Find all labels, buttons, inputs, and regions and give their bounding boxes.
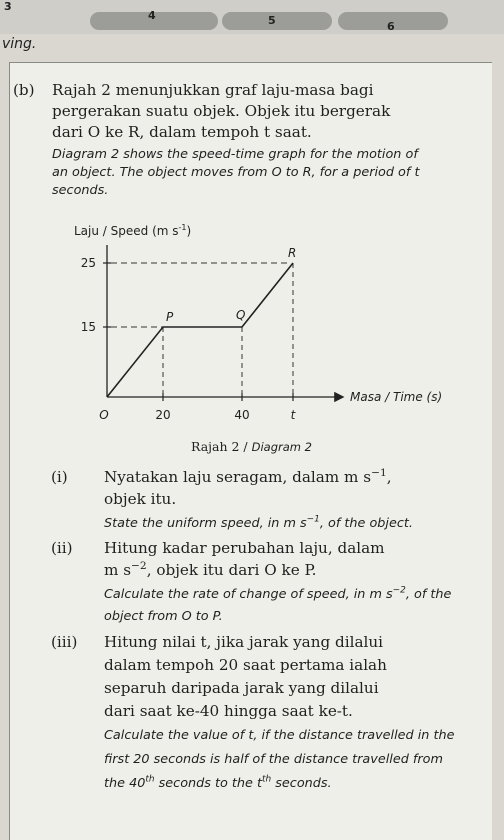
question-ms-line-2: pergerakan suatu objek. Objek itu bergerak: [52, 102, 391, 120]
part-i-number: (i): [51, 468, 68, 486]
tab-number-3: 3: [4, 0, 12, 13]
speed-line: [107, 263, 293, 397]
part-ii-en-line-2: object from O to P.: [104, 609, 223, 624]
question-en-line-3: seconds.: [52, 183, 109, 198]
graph-caption: Rajah 2 / Diagram 2: [191, 439, 312, 454]
point-label-q: Q: [236, 308, 246, 322]
x-axis-label: Masa / Time (s): [350, 390, 443, 404]
part-iii-en-line-3: the 40th seconds to the $t^{th}$ seconds.: [104, 774, 332, 791]
x-tick-label-o: O: [99, 408, 109, 422]
question-ms-line-3: dari O ke R, dalam tempoh t saat.: [52, 123, 312, 141]
tab-number-6: 6: [387, 20, 395, 33]
part-iii-en-line-2: first 20 seconds is half of the distance travelled from: [104, 752, 443, 767]
x-tick-label-20: 20: [155, 408, 171, 422]
x-tick-label-40: 40: [234, 408, 250, 422]
part-iii-en-line-1: Calculate the value of t, if the distance travelled in the: [104, 728, 455, 743]
question-en-line-1: Diagram 2 shows the speed-time graph for the motion of: [52, 147, 418, 162]
question-en-line-2: an object. The object moves from O to R, for a period of t: [52, 165, 420, 180]
question-label: (b): [13, 81, 35, 99]
top-strip: [0, 0, 504, 34]
question-paper: [9, 62, 492, 840]
tab-5: [222, 12, 332, 30]
point-label-p: P: [166, 310, 174, 324]
part-ii-ms-line-2: m $s^{-2}$, objek itu dari O ke P.: [104, 558, 317, 579]
y-tick-label-15: 15: [80, 320, 96, 334]
part-iii-ms-line-3: separuh daripada jarak yang dilalui: [104, 679, 379, 697]
point-label-r: R: [288, 246, 297, 260]
part-iii-ms-line-4: dari saat ke-40 hingga saat ke-t.: [104, 702, 353, 720]
part-i-ms-line-1: Nyatakan laju seragam, dalam m $s^{-1}$,: [104, 465, 392, 486]
part-i-en-line: State the uniform speed, in m $s^{-1}$, of the object.: [104, 514, 413, 531]
question-ms-line-1: Rajah 2 menunjukkan graf laju-masa bagi: [52, 81, 374, 99]
tab-number-4: 4: [148, 9, 156, 22]
part-ii-en-line-1: Calculate the rate of change of speed, in m $s^{-2}$, of the: [104, 585, 452, 602]
tab-number-5: 5: [268, 14, 276, 27]
y-tick-label-25: 25: [80, 256, 96, 270]
part-iii-ms-line-1: Hitung nilai t, jika jarak yang dilalui: [104, 633, 384, 651]
speed-time-graph: [60, 215, 460, 450]
part-ii-ms-line-1: Hitung kadar perubahan laju, dalam: [104, 539, 385, 557]
part-i-ms-line-2: objek itu.: [104, 490, 177, 508]
previous-page-text: ving.: [2, 36, 37, 52]
part-iii-ms-line-2: dalam tempoh 20 saat pertama ialah: [104, 656, 387, 674]
part-iii-number: (iii): [51, 633, 78, 651]
part-ii-number: (ii): [51, 539, 73, 557]
x-tick-label-t: t: [290, 408, 296, 422]
y-axis-label: Laju / Speed (m $s^{-1}$): [74, 223, 192, 238]
